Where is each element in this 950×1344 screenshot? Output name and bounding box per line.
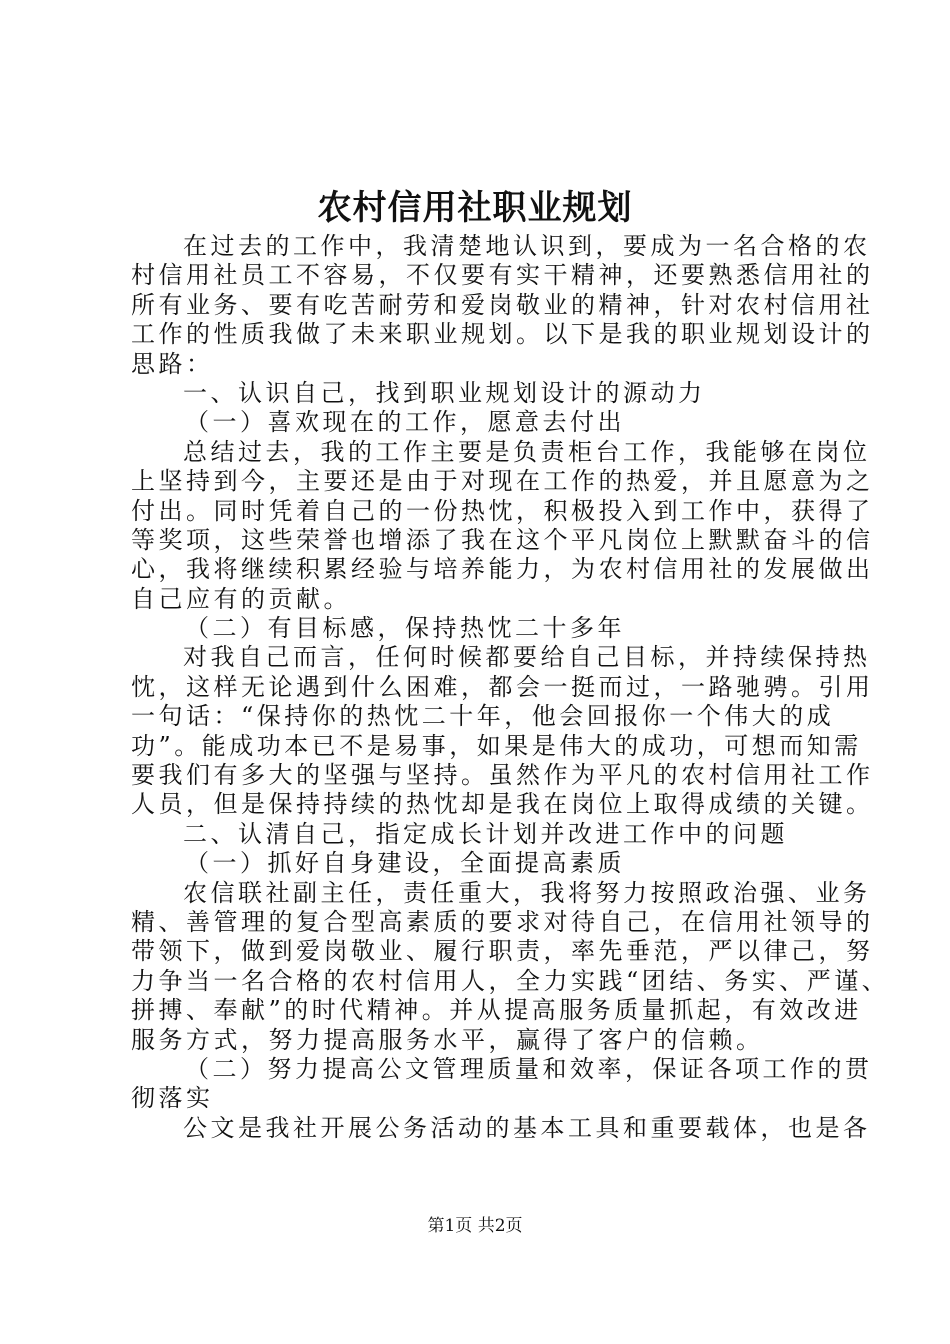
body-line: 村信用社员工不容易，不仅要有实干精神，还要熟悉信用社的 [131,261,874,290]
document-body [131,232,890,1143]
body-line: 在过去的工作中，我清楚地认识到，要成为一名合格的农 [183,232,871,260]
body-line: 心，我将继续积累经验与培养能力，为农村信用社的发展做出 [131,555,874,584]
subsection-heading: （一）喜欢现在的工作，愿意去付出 [185,408,625,437]
body-line: 公文是我社开展公务活动的基本工具和重要载体，也是各 [183,1113,871,1142]
document-title: 农村信用社职业规划 [317,188,633,228]
body-line: 功”。能成功本已不是易事，如果是伟大的成功，可想而知需 [131,731,862,760]
body-line: 农信联社副主任，责任重大，我将努力按照政治强、业务 [183,878,871,907]
subsection-heading-continued: 彻落实 [131,1084,214,1113]
subsection-heading: （二）有目标感，保持热忱二十多年 [185,614,625,643]
body-line: 工作的性质我做了未来职业规划。以下是我的职业规划设计的 [131,320,874,349]
body-line: 上坚持到今，主要还是由于对现在工作的热爱，并且愿意为之 [131,467,874,496]
body-line: 要我们有多大的坚强与坚持。虽然作为平凡的农村信用社工作 [131,761,874,790]
body-line: 忱，这样无论遇到什么困难，都会一挺而过，一路驰骋。引用 [131,672,874,701]
body-line: 所有业务、要有吃苦耐劳和爱岗敬业的精神，针对农村信用社 [131,290,874,319]
body-line: 人员，但是保持持续的热忱却是我在岗位上取得成绩的关键。 [131,790,874,819]
body-line: 精、善管理的复合型高素质的要求对待自己，在信用社领导的 [131,907,874,936]
body-line: 拼搏、奉献”的时代精神。并从提高服务质量抓起，有效改进 [131,996,862,1025]
subsection-heading: （二）努力提高公文管理质量和效率，保证各项工作的贯 [185,1054,873,1083]
subsection-heading: （一）抓好自身建设，全面提高素质 [185,849,625,878]
section-heading: 一、认识自己，找到职业规划设计的源动力 [183,378,706,407]
section-heading: 二、认清自己，指定成长计划并改进工作中的问题 [183,819,788,848]
body-line: 总结过去，我的工作主要是负责柜台工作，我能够在岗位 [183,437,871,466]
body-line: 思路： [131,349,214,378]
body-line: 力争当一名合格的农村信用人，全力实践“团结、务实、严谨、 [131,966,890,995]
body-line: 一句话：“保持你的热忱二十年，他会回报你一个伟大的成 [131,702,835,731]
body-line: 付出。同时凭着自己的一份热忱，积极投入到工作中，获得了 [131,496,874,525]
body-line: 服务方式，努力提高服务水平，赢得了客户的信赖。 [131,1025,764,1054]
body-line: 带领下，做到爱岗敬业、履行职责，率先垂范，严以律己，努 [131,937,874,966]
body-line: 自己应有的贡献。 [131,584,351,613]
body-line: 对我自己而言，任何时候都要给自己目标，并持续保持热 [183,643,871,672]
page-footer: 第1页 共2页 [427,1216,523,1236]
body-line: 等奖项，这些荣誉也增添了我在这个平凡岗位上默默奋斗的信 [131,525,874,554]
